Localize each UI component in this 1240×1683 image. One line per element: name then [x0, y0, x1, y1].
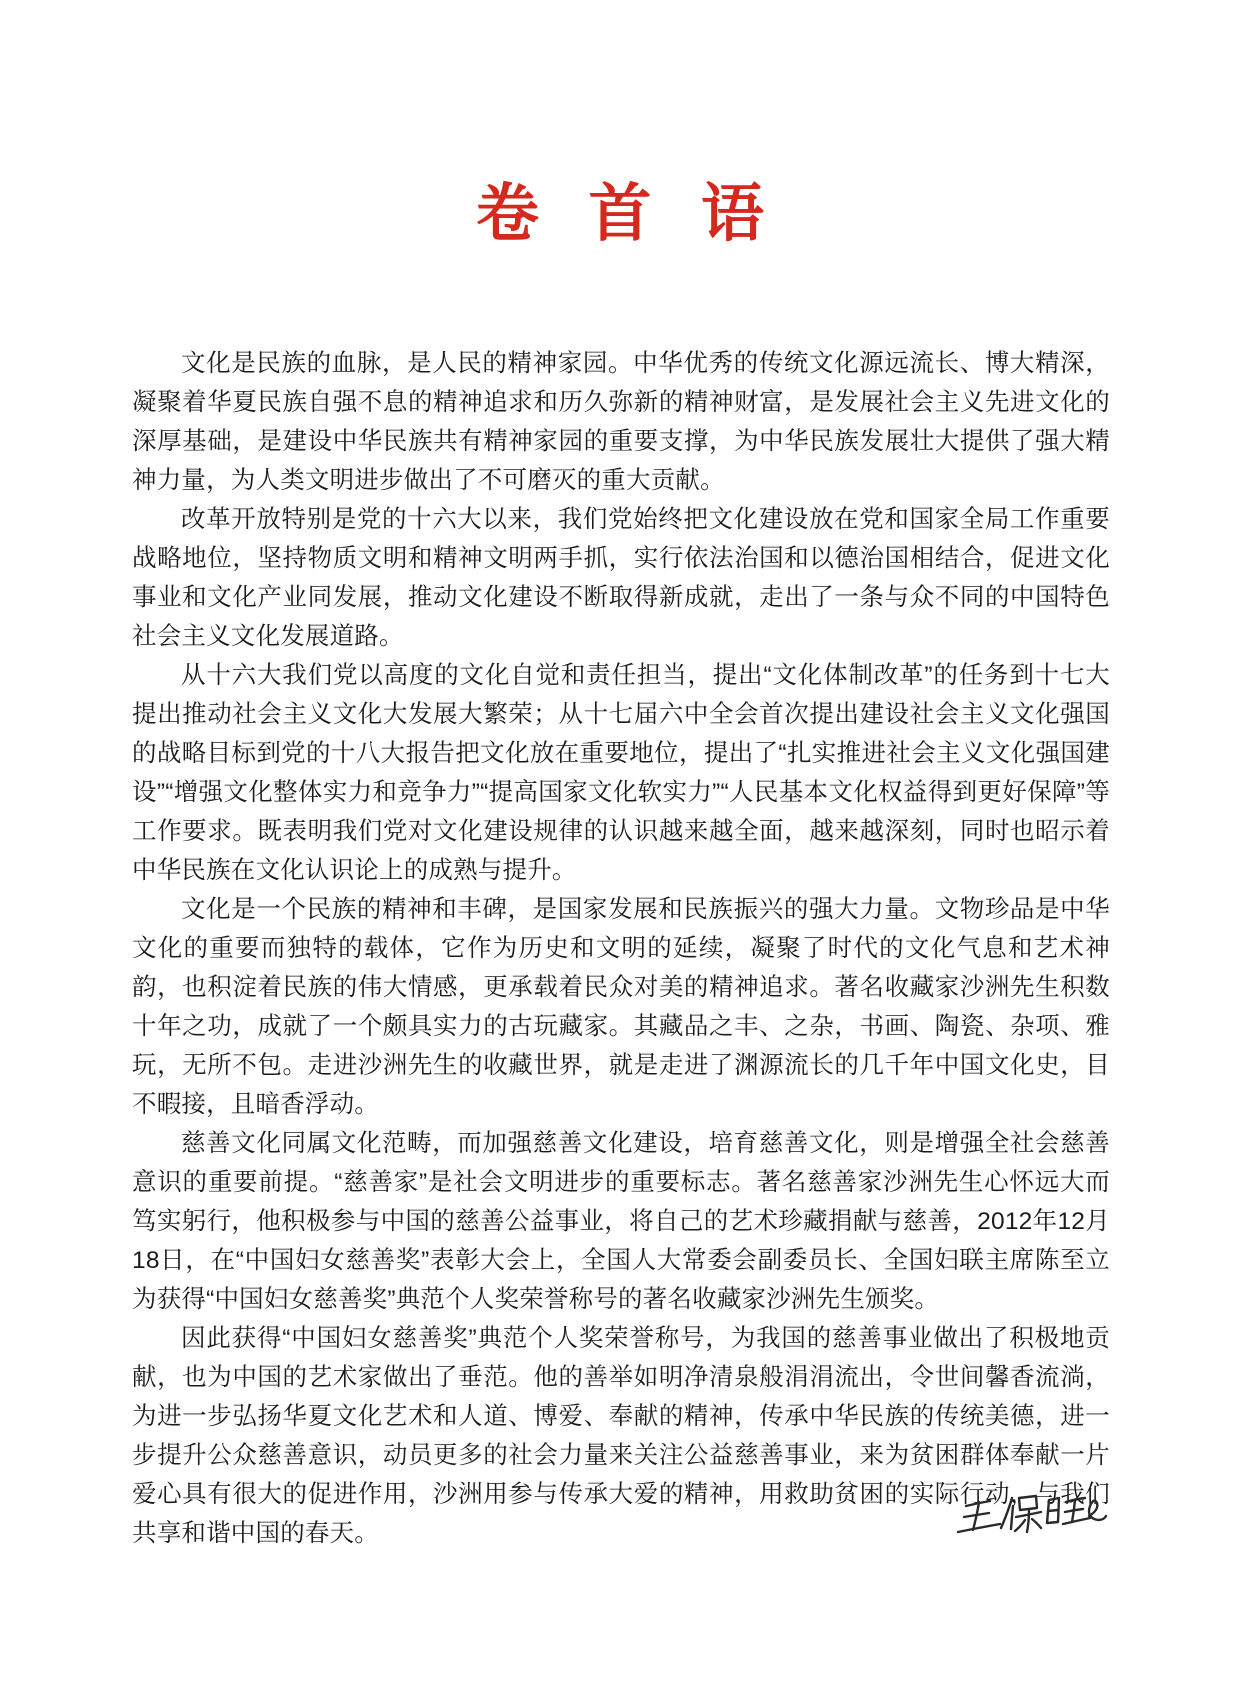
paragraph: 从十六大我们党以高度的文化自觉和责任担当，提出“文化体制改革”的任务到十七大提出推动社会主义文化大发展大繁荣；从十七届六中全会首次提出建设社会主义文化强国的战略目标到党的十八大报告把文化放在重要地位，提出了“扎实推进社会主义文化强国建设”“增强文化整体实力和竞争力”“提高国家文化软实力”“人民基本文化权益得到更好保障”等工作要求。既表明我们党对文化建设规律的认识越来越全面，越来越深刻，同时也昭示着中华民族在文化认识论上的成熟与提升。: [132, 662, 1110, 884]
paragraph: 改革开放特别是党的十六大以来，我们党始终把文化建设放在党和国家全局工作重要战略地位，坚持物质文明和精神文明两手抓，实行依法治国和以德治国相结合，促进文化事业和文化产业同发展，推动文化建设不断取得新成就，走出了一条与众不同的中国特色社会主义文化发展道路。: [132, 506, 1110, 650]
paragraph: 因此获得“中国妇女慈善奖”典范个人奖荣誉称号，为我国的慈善事业做出了积极地贡献，也为中国的艺术家做出了垂范。他的善举如明净清泉般涓涓流出，令世间馨香流淌，为进一步弘扬华夏文化艺术和人道、博爱、奉献的精神，传承中华民族的传统美德，进一步提升公众慈善意识，动员更多的社会力量来关注公益慈善事业，来为贫困群体奉献一片爱心具有很大的促进作用，沙洲用参与传承大爱的精神，用救助贫困的实际行动，与我们共享和谐中国的春天。: [132, 1325, 1110, 1547]
signature-handwriting: [952, 1482, 1112, 1556]
body-paragraphs: [132, 344, 1110, 1553]
paragraph: 文化是一个民族的精神和丰碑，是国家发展和民族振兴的强大力量。文物珍品是中华文化的重要而独特的载体，它作为历史和文明的延续，凝聚了时代的文化气息和艺术神韵，也积淀着民族的伟大情感，更承载着民众对美的精神追求。著名收藏家沙洲先生积数十年之功，成就了一个颇具实力的古玩藏家。其藏品之丰、之杂，书画、陶瓷、杂项、雅玩，无所不包。走进沙洲先生的收藏世界，就是走进了渊源流长的几千年中国文化史，目不暇接，且暗香浮动。: [132, 896, 1110, 1118]
paragraph: 慈善文化同属文化范畴，而加强慈善文化建设，培育慈善文化，则是增强全社会慈善意识的重要前提。“慈善家”是社会文明进步的重要标志。著名慈善家沙洲先生心怀远大而笃实躬行，他积极参与中国的慈善公益事业，将自己的艺术珍藏捐献与慈善，2012年12月18日，在“中国妇女慈善奖”表彰大会上，全国人大常委会副委员长、全国妇联主席陈至立为获得“中国妇女慈善奖”典范个人奖荣誉称号的著名收藏家沙洲先生颁奖。: [132, 1130, 1110, 1313]
paragraph: 文化是民族的血脉，是人民的精神家园。中华优秀的传统文化源远流长、博大精深，凝聚着华夏民族自强不息的精神追求和历久弥新的精神财富，是发展社会主义先进文化的深厚基础，是建设中华民族共有精神家园的重要支撑，为中华民族发展壮大提供了强大精神力量，为人类文明进步做出了不可磨灭的重大贡献。: [132, 350, 1110, 494]
page-title: 卷 首 语: [475, 179, 780, 249]
